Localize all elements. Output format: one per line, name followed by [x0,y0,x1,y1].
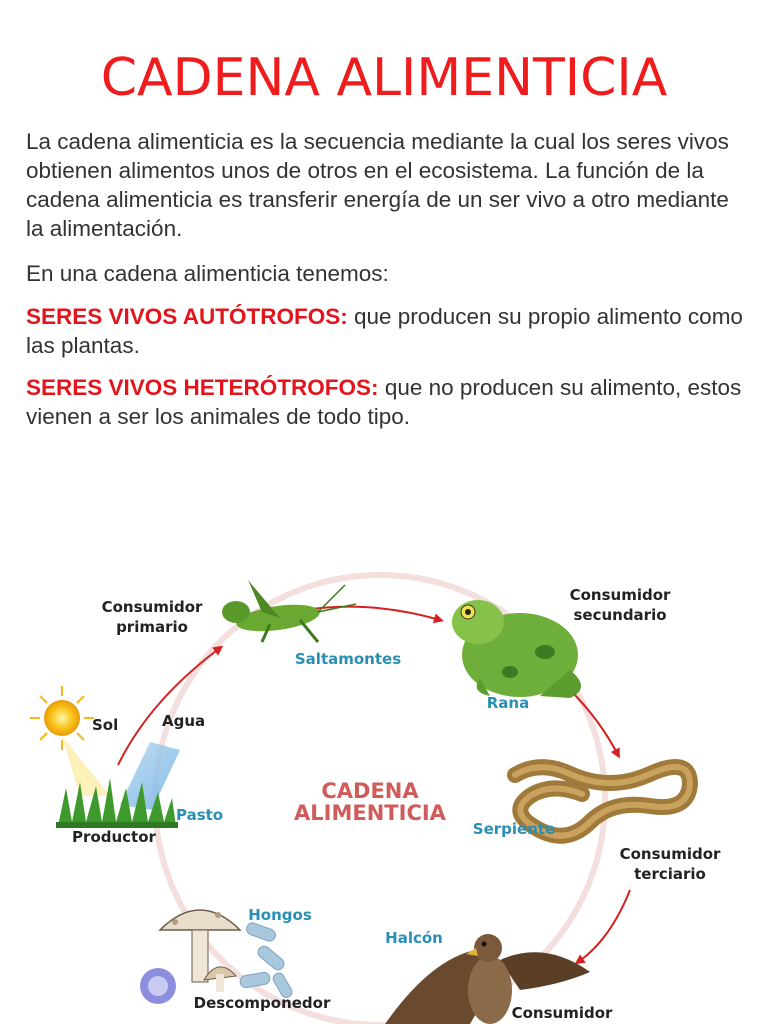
frog-icon [452,600,581,698]
rana-label: Rana [486,694,530,712]
arrow-terciario-to-cuaternario [578,890,630,962]
heterotrofos-text: que no producen su alimento, estos vienen a ser los animales de todo tipo. [26,375,742,429]
arrow-primario-to-secundario [305,607,440,620]
consumidor-primario-label-1: Consumidor [101,598,203,616]
heterotrofos-label: SERES VIVOS HETERÓTROFOS: [26,375,379,400]
grasshopper-icon [222,580,356,642]
halcon-label: Halcón [385,929,443,947]
saltamontes-label: Saltamontes [294,650,402,668]
heterotrofos-paragraph [26,373,746,431]
center-label-line1: CADENA [321,779,419,803]
descomponedor-label: Descomponedor [193,994,331,1012]
sol-label: Sol [92,716,119,734]
consumidor-secundario-label-1: Consumidor [569,586,671,604]
page-title: CADENA ALIMENTICIA [100,48,668,108]
autotrofos-paragraph [26,302,746,360]
pasto-label: Pasto [176,806,224,824]
consumidor-cuaternario-label-1: Consumidor [511,1004,613,1022]
serpiente-label: Serpiente [472,820,556,838]
autotrofos-label: SERES VIVOS AUTÓTROFOS: [26,304,348,329]
consumidor-secundario-label-2: secundario [573,606,667,624]
agua-label: Agua [162,712,206,730]
autotrofos-text: que producen su propio alimento como las plantas. [26,304,743,358]
hongos-label: Hongos [248,906,312,924]
consumidor-terciario-label-1: Consumidor [619,845,721,863]
consumidor-primario-label-2: primario [116,618,188,636]
food-chain-diagram [0,560,768,1024]
mushroom-icon [140,910,240,1004]
center-label-line2: ALIMENTICIA [294,801,446,825]
consumidor-terciario-label-2: terciario [634,865,706,883]
bacteria-icon [239,921,294,999]
intro-paragraph: La cadena alimenticia es la secuencia mediante la cual los seres vivos obtienen alimentos unos de otros en el ecosistema. La función de la cadena alimenticia es transferir energía de un ser vivo a otro mediante la alimentación. [26,129,729,241]
productor-label: Productor [72,828,156,846]
rain-icon [120,742,180,810]
lead-paragraph: En una cadena alimenticia tenemos: [26,261,389,286]
sun-icon [30,686,110,796]
